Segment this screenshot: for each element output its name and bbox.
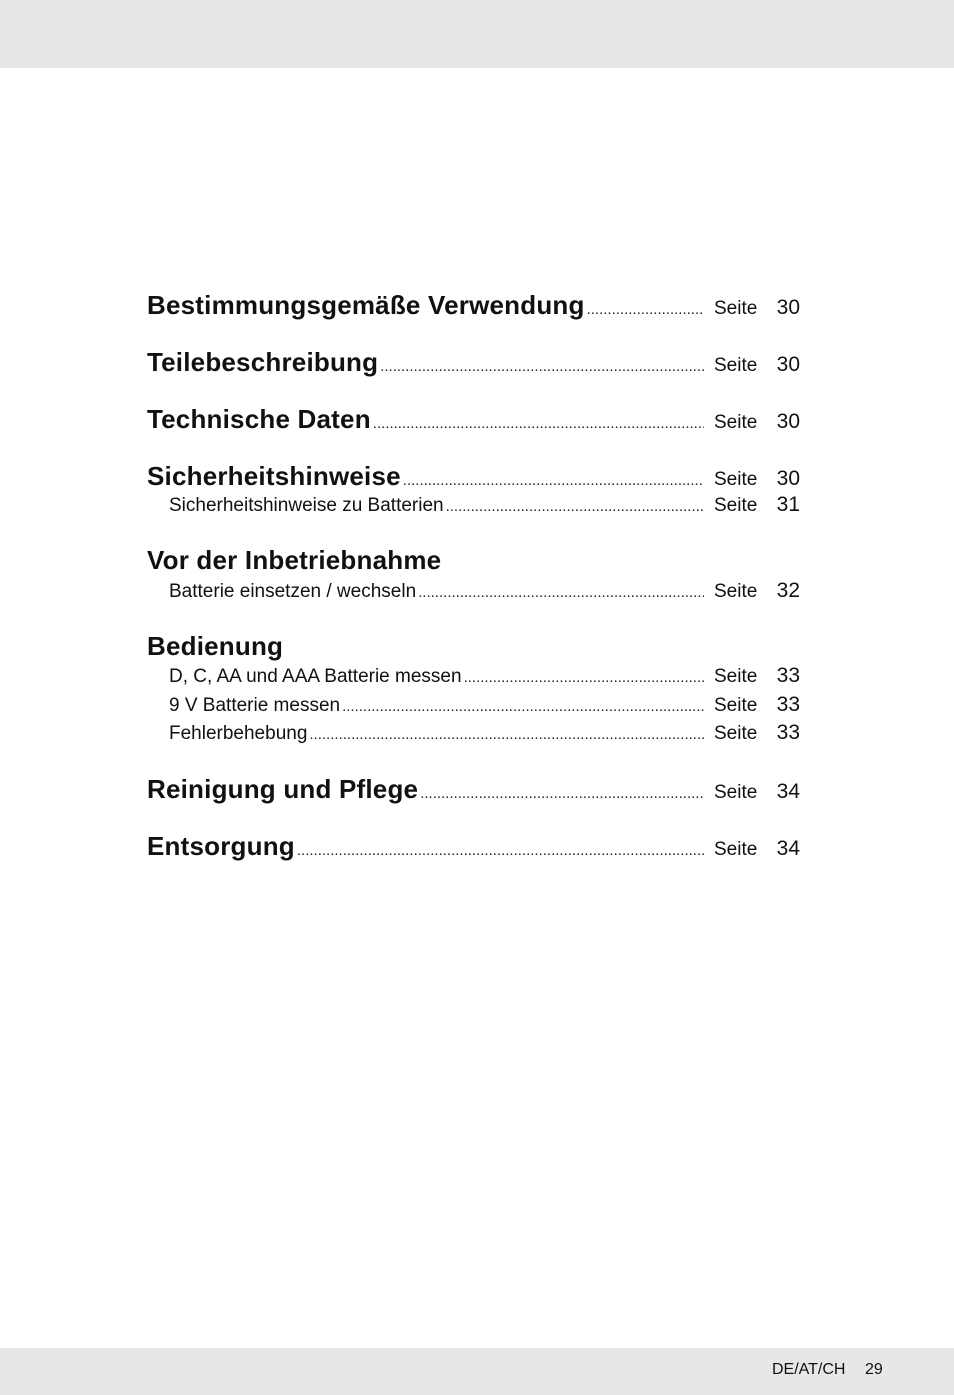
toc-subentry-fehlerbehebung[interactable] <box>147 720 800 746</box>
toc-entry-title: Reinigung und Pflege <box>147 774 419 804</box>
dot-leader <box>342 697 704 717</box>
page-number: 34 <box>776 837 800 860</box>
toc-entry-entsorgung[interactable] <box>147 829 800 863</box>
toc-subentry-title: 9 V Batterie messen <box>169 695 341 716</box>
page-number: 33 <box>776 721 800 744</box>
toc-entry-reinigung-und-pflege[interactable] <box>147 772 800 806</box>
dot-leader <box>309 725 704 745</box>
toc-entry-title: Teilebeschreibung <box>147 347 379 377</box>
toc-subentry-batterie-einsetzen[interactable] <box>147 578 800 604</box>
footer-language-label: DE/AT/CH <box>772 1361 846 1378</box>
seite-label: Seite <box>714 782 758 803</box>
seite-label: Seite <box>714 495 758 516</box>
toc-entry-bestimmungsgemaesse-verwendung[interactable] <box>147 288 800 322</box>
toc-entry-technische-daten[interactable] <box>147 402 800 436</box>
toc-subentry-9v-batterie-messen[interactable] <box>147 692 800 718</box>
page-number: 30 <box>776 467 800 490</box>
toc-subentry-batterie-messen[interactable] <box>147 663 800 689</box>
toc-entry-title: Technische Daten <box>147 404 371 434</box>
toc-subentry-sicherheitshinweise-batterien[interactable] <box>147 492 800 518</box>
page-number: 31 <box>776 493 800 516</box>
seite-label: Seite <box>714 298 758 319</box>
dot-leader <box>373 414 704 434</box>
page-number: 34 <box>776 780 800 803</box>
dot-leader <box>420 784 704 804</box>
dot-leader <box>446 497 704 517</box>
dot-leader <box>418 583 704 603</box>
seite-label: Seite <box>714 839 758 860</box>
page-number: 33 <box>776 693 800 716</box>
toc-heading-bedienung[interactable]: Bedienung <box>147 631 284 661</box>
toc-heading-vor-der-inbetriebnahme[interactable]: Vor der Inbetriebnahme <box>147 545 442 575</box>
toc-entry-title: Bestimmungsgemäße Verwendung <box>147 290 585 320</box>
seite-label: Seite <box>714 469 758 490</box>
dot-leader <box>464 668 704 688</box>
toc-subentry-title: Fehlerbehebung <box>169 723 308 744</box>
toc-entry-teilebeschreibung[interactable] <box>147 345 800 379</box>
dot-leader <box>587 300 704 320</box>
toc-entry-sicherheitshinweise[interactable] <box>147 459 800 493</box>
dot-leader <box>380 357 704 377</box>
page-number: 33 <box>776 664 800 687</box>
toc-entry-title: Entsorgung <box>147 831 295 861</box>
toc-entry-title: Sicherheitshinweise <box>147 461 401 491</box>
page-number: 30 <box>776 353 800 376</box>
page-number: 32 <box>776 579 800 602</box>
toc-subentry-title: Batterie einsetzen / wechseln <box>169 581 417 602</box>
seite-label: Seite <box>714 355 758 376</box>
dot-leader <box>297 841 704 861</box>
seite-label: Seite <box>714 412 758 433</box>
seite-label: Seite <box>714 723 758 744</box>
dot-leader <box>403 471 704 491</box>
page-number: 30 <box>776 296 800 319</box>
header-band <box>0 0 954 68</box>
toc-subentry-title: Sicherheitshinweise zu Batterien <box>169 495 444 516</box>
page-number: 30 <box>776 410 800 433</box>
seite-label: Seite <box>714 581 758 602</box>
seite-label: Seite <box>714 666 758 687</box>
toc-subentry-title: D, C, AA und AAA Batterie messen <box>169 666 462 687</box>
seite-label: Seite <box>714 695 758 716</box>
footer-page-number: 29 <box>865 1361 883 1378</box>
